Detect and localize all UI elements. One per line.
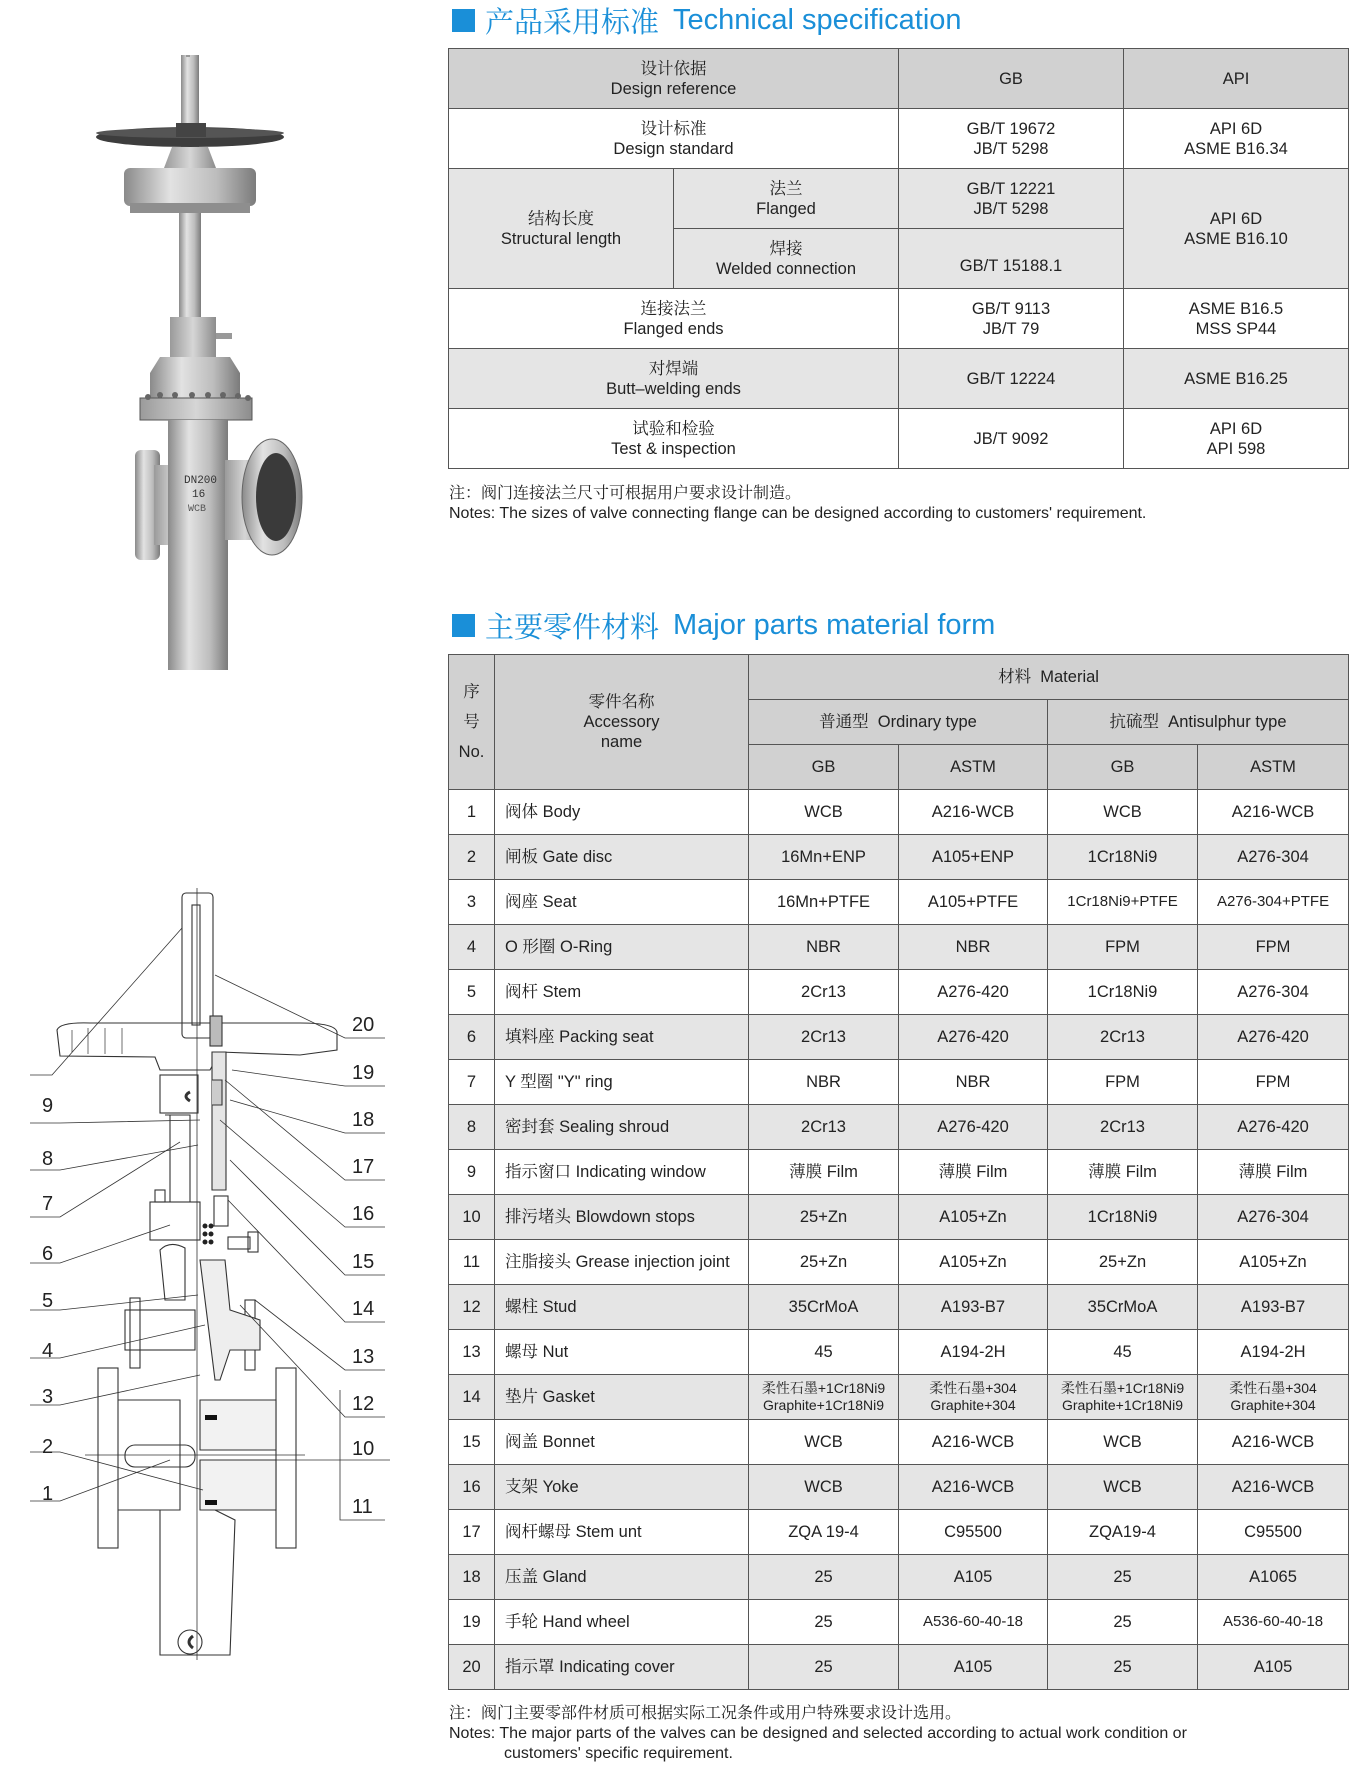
bonnet [150,357,240,400]
row-number: 8 [449,1105,495,1150]
material-ord-astm: A536-60-40-18 [899,1600,1048,1645]
row-label [449,289,899,349]
material-anti-astm: A536-60-40-18 [1198,1600,1349,1645]
marking-pressure: 16 [192,489,206,501]
material-ord-gb: 25 [749,1600,899,1645]
material-anti-gb: 25 [1048,1600,1198,1645]
row-number: 1 [449,790,495,835]
material-anti-astm: A276-304+PTFE [1198,880,1349,925]
row-number: 5 [449,970,495,1015]
row-number: 13 [449,1330,495,1375]
material-anti-gb: 2Cr13 [1048,1015,1198,1060]
api-header: API [1124,49,1349,109]
accessory-name: 闸板 Gate disc [495,835,749,880]
value-line: GB/T 12221 [966,179,1056,198]
label-en: Flanged [756,199,816,218]
material-anti-astm: A276-420 [1198,1015,1349,1060]
ordinary-type-header: 普通型 Ordinary type [749,700,1048,745]
header-cn: 设计依据 [640,59,707,78]
label-en: Structural length [500,229,622,248]
api-value [1124,409,1349,469]
accessory-name-header [495,655,749,790]
label-20: 20 [352,1014,375,1036]
row-number: 9 [449,1150,495,1195]
materials-note [449,1704,1187,1764]
value-line: JB/T 5298 [973,139,1049,158]
accessory-name: 指示罩 Indicating cover [495,1645,749,1690]
accessory-name: 填料座 Packing seat [495,1015,749,1060]
materials-row [449,790,1349,835]
material-anti-astm: A276-304 [1198,835,1349,880]
accessory-name: 手轮 Hand wheel [495,1600,749,1645]
accessory-name: 螺柱 Stud [495,1285,749,1330]
header-cn: 零件名称 [588,693,655,711]
label-9: 9 [42,1095,54,1117]
material-ord-gb: 25 [749,1645,899,1690]
note-cn: 注：阀门连接法兰尺寸可根据用户要求设计制造。 [449,485,802,502]
label-10: 10 [352,1438,375,1460]
gb-value [899,289,1124,349]
material-anti-astm: A276-304 [1198,970,1349,1015]
value-line: ASME B16.10 [1184,229,1288,248]
material-ord-astm: A105 [899,1645,1048,1690]
materials-row [449,1555,1349,1600]
label-17: 17 [352,1156,375,1178]
material-anti-gb: 25+Zn [1048,1240,1198,1285]
material-ord-astm: A276-420 [899,1105,1048,1150]
material-ord-gb: 16Mn+ENP [749,835,899,880]
material-ord-gb: 薄膜 Film [749,1150,899,1195]
material-anti-gb: 25 [1048,1555,1198,1600]
material-ord-astm [899,1375,1048,1420]
sub-label [674,169,899,229]
value-line: Graphite+304 [1230,1397,1316,1413]
spec-title-en: Technical specification [673,3,962,36]
label-13: 13 [352,1346,375,1368]
label-1: 1 [42,1483,54,1505]
material-anti-astm: A216-WCB [1198,1465,1349,1510]
row-number: 16 [449,1465,495,1510]
antisulphur-gb-header: GB [1048,745,1198,790]
materials-row [449,1645,1349,1690]
material-ord-astm: A216-WCB [899,790,1048,835]
label-en: Test & inspection [611,439,736,458]
api-value [1124,289,1349,349]
materials-title-cn: 主要零件材料 [485,611,660,644]
accessory-name: 阀杆 Stem [495,970,749,1015]
material-ord-gb: ZQA 19-4 [749,1510,899,1555]
header-en: name [600,733,643,751]
material-anti-astm: FPM [1198,925,1349,970]
row-number: 15 [449,1420,495,1465]
row-number: 17 [449,1510,495,1555]
material-ord-astm: A193-B7 [899,1285,1048,1330]
material-anti-astm: A1065 [1198,1555,1349,1600]
label-en: Design standard [613,139,734,158]
materials-row [449,1375,1349,1420]
antisulphur-astm-header: ASTM [1198,745,1349,790]
label-cn: 焊接 [769,239,803,258]
materials-row [449,1465,1349,1510]
spec-section-title [452,3,962,39]
label-2: 2 [42,1436,54,1458]
accessory-name: O 形圈 O-Ring [495,925,749,970]
label-7: 7 [42,1193,54,1215]
value-line: API 598 [1206,439,1266,458]
gb-value [899,109,1124,169]
gb-value: JB/T 9092 [899,409,1124,469]
material-anti-gb: FPM [1048,1060,1198,1105]
header-cn: 号 [463,713,480,731]
value-line: ASME B16.5 [1188,299,1284,318]
material-anti-gb: 1Cr18Ni9 [1048,970,1198,1015]
value-line: API 6D [1209,419,1263,438]
indicating-cover [182,893,213,1038]
material-anti-astm: A276-304 [1198,1195,1349,1240]
value-line: JB/T 5298 [973,199,1049,218]
header-en: Accessory [583,713,660,731]
material-ord-gb: WCB [749,790,899,835]
material-anti-gb: FPM [1048,925,1198,970]
label-cn: 设计标准 [640,119,707,138]
material-ord-astm: A105+Zn [899,1195,1048,1240]
row-number: 10 [449,1195,495,1240]
material-ord-gb: 2Cr13 [749,970,899,1015]
material-anti-astm: A193-B7 [1198,1285,1349,1330]
note-en: Notes: The sizes of valve connecting flange can be designed according to customers' requirement. [449,505,1147,522]
spec-header-row [449,49,1349,109]
label-en: Flanged ends [623,319,724,338]
value-line: MSS SP44 [1195,319,1277,338]
materials-row [449,1330,1349,1375]
row-number: 4 [449,925,495,970]
gb-value: GB/T 12224 [899,349,1124,409]
material-ord-gb: 2Cr13 [749,1015,899,1060]
material-anti-astm: A216-WCB [1198,1420,1349,1465]
row-number: 19 [449,1600,495,1645]
title-square-icon [452,9,475,32]
materials-row [449,970,1349,1015]
materials-table [448,654,1349,1690]
row-label [449,109,899,169]
material-ord-astm: NBR [899,1060,1048,1105]
value-line: API 6D [1209,209,1263,228]
value-line: Graphite+1Cr18Ni9 [1061,1397,1183,1413]
api-value [1124,169,1349,289]
accessory-name: 压盖 Gland [495,1555,749,1600]
material-anti-gb: WCB [1048,790,1198,835]
label-en: Welded connection [715,259,857,278]
row-number: 2 [449,835,495,880]
api-value [1124,109,1349,169]
materials-row [449,835,1349,880]
material-anti-astm: A105+Zn [1198,1240,1349,1285]
stem [179,213,201,318]
materials-body [449,790,1349,1690]
label-5: 5 [42,1290,54,1312]
value-line: GB/T 9113 [971,299,1051,318]
accessory-name: 注脂接头 Grease injection joint [495,1240,749,1285]
material-ord-gb: 16Mn+PTFE [749,880,899,925]
cross-section-diagram [0,880,420,1730]
accessory-name: 阀体 Body [495,790,749,835]
accessory-name: 支架 Yoke [495,1465,749,1510]
row-label [449,349,899,409]
material-ord-gb [749,1375,899,1420]
header-en: No. [458,743,485,761]
materials-row [449,1600,1349,1645]
sub-label [674,229,899,289]
value-line: GB/T 15188.1 [959,256,1063,275]
accessory-name: 排污堵头 Blowdown stops [495,1195,749,1240]
material-ord-astm: A105+ENP [899,835,1048,880]
label-8: 8 [42,1148,54,1170]
materials-row [449,1105,1349,1150]
spec-row-test-inspection [449,409,1349,469]
value-line: 柔性石墨+304 [1229,1380,1317,1396]
material-ord-astm: A216-WCB [899,1465,1048,1510]
gland-flange [150,1202,200,1240]
row-number: 7 [449,1060,495,1105]
accessory-name: 阀杆螺母 Stem unt [495,1510,749,1555]
material-anti-astm: FPM [1198,1060,1349,1105]
material-anti-gb: 薄膜 Film [1048,1150,1198,1195]
material-ord-gb: NBR [749,925,899,970]
label-en: Butt–welding ends [606,379,741,398]
antisulphur-type-header: 抗硫型 Antisulphur type [1048,700,1349,745]
header-cn: 序 [463,683,480,701]
material-anti-astm: C95500 [1198,1510,1349,1555]
material-anti-gb: ZQA19-4 [1048,1510,1198,1555]
material-ord-gb: 25 [749,1555,899,1600]
material-ord-astm: A105+Zn [899,1240,1048,1285]
label-18: 18 [352,1109,375,1131]
accessory-name: 螺母 Nut [495,1330,749,1375]
design-reference-header [449,49,899,109]
material-ord-gb: 35CrMoA [749,1285,899,1330]
label-4: 4 [42,1340,54,1362]
ordinary-astm-header: ASTM [899,745,1048,790]
label-11: 11 [352,1496,373,1518]
row-label [449,169,674,289]
materials-row [449,925,1349,970]
material-ord-gb: 45 [749,1330,899,1375]
material-ord-astm: A194-2H [899,1330,1048,1375]
material-anti-gb: WCB [1048,1465,1198,1510]
materials-row [449,1285,1349,1330]
accessory-name: 阀座 Seat [495,880,749,925]
material-ord-gb: 25+Zn [749,1195,899,1240]
marking-size: DN200 [184,475,218,487]
value-line: API 6D [1209,119,1263,138]
row-number: 3 [449,880,495,925]
valve-body [168,420,228,670]
material-header: 材料 Material [749,655,1349,700]
label-19: 19 [352,1062,375,1084]
material-anti-astm: 薄膜 Film [1198,1150,1349,1195]
material-ord-astm: A276-420 [899,1015,1048,1060]
material-anti-astm: A105 [1198,1645,1349,1690]
note-en: Notes: The major parts of the valves can be designed and selected according to actual work condition or [449,1725,1187,1742]
material-anti-astm [1198,1375,1349,1420]
materials-row [449,1195,1349,1240]
label-14: 14 [352,1298,375,1320]
accessory-name: 密封套 Sealing shroud [495,1105,749,1150]
materials-section-title [452,608,996,644]
material-anti-gb: 1Cr18Ni9+PTFE [1048,880,1198,925]
value-line: 柔性石墨+1Cr18Ni9 [1060,1380,1185,1396]
materials-row [449,1420,1349,1465]
accessory-name: 阀盖 Bonnet [495,1420,749,1465]
materials-row [449,1060,1349,1105]
no-header [449,655,495,790]
materials-row [449,1510,1349,1555]
spec-row-design-standard [449,109,1349,169]
materials-row [449,1015,1349,1060]
material-anti-gb [1048,1375,1198,1420]
label-12: 12 [352,1393,375,1415]
gb-value [899,169,1124,229]
spec-row-flanged-ends [449,289,1349,349]
material-ord-gb: WCB [749,1465,899,1510]
label-cn: 对焊端 [648,359,699,378]
value-line: GB/T 19672 [966,119,1056,138]
technical-spec-table [448,48,1349,469]
material-anti-gb: 1Cr18Ni9 [1048,835,1198,880]
row-number: 18 [449,1555,495,1600]
material-ord-astm: C95500 [899,1510,1048,1555]
api-value: ASME B16.25 [1124,349,1349,409]
row-number: 20 [449,1645,495,1690]
value-line: Graphite+304 [930,1397,1016,1413]
yoke [170,317,216,357]
label-15: 15 [352,1251,375,1273]
spec-row-butt-welding [449,349,1349,409]
material-ord-astm: NBR [899,925,1048,970]
value-line: 柔性石墨+1Cr18Ni9 [761,1380,886,1396]
right-flange-section [276,1368,296,1548]
spec-row-structural-flanged [449,169,1349,229]
label-cn: 连接法兰 [640,299,707,318]
material-anti-gb: 1Cr18Ni9 [1048,1195,1198,1240]
row-number: 14 [449,1375,495,1420]
ordinary-gb-header: GB [749,745,899,790]
label-cn: 试验和检验 [632,419,715,438]
material-ord-astm: 薄膜 Film [899,1150,1048,1195]
material-anti-gb: WCB [1048,1420,1198,1465]
label-6: 6 [42,1243,54,1265]
value-line: ASME B16.34 [1184,139,1288,158]
material-anti-gb: 2Cr13 [1048,1105,1198,1150]
material-ord-gb: 25+Zn [749,1240,899,1285]
accessory-name: 垫片 Gasket [495,1375,749,1420]
header-en: Design reference [610,79,737,98]
label-cn: 法兰 [769,179,803,198]
material-anti-astm: A216-WCB [1198,790,1349,835]
accessory-name: Y 型圈 "Y" ring [495,1060,749,1105]
label-cn: 结构长度 [528,209,594,228]
label-16: 16 [352,1203,375,1225]
material-ord-astm: A105+PTFE [899,880,1048,925]
note-cn: 注：阀门主要零部件材质可根据实际工况条件或用户特殊要求设计选用。 [449,1705,962,1722]
marking-material: WCB [188,504,207,515]
gearbox [124,168,256,206]
row-number: 11 [449,1240,495,1285]
value-line: 柔性石墨+304 [929,1380,1017,1396]
materials-header-row-1 [449,655,1349,700]
material-ord-gb: 2Cr13 [749,1105,899,1150]
row-number: 6 [449,1015,495,1060]
material-anti-gb: 45 [1048,1330,1198,1375]
value-line: Graphite+1Cr18Ni9 [762,1397,884,1413]
materials-row [449,880,1349,925]
spec-note [449,484,1146,524]
row-label [449,409,899,469]
accessory-name: 指示窗口 Indicating window [495,1150,749,1195]
row-number: 12 [449,1285,495,1330]
valve-photo [80,55,420,735]
materials-row [449,1240,1349,1285]
gb-header: GB [899,49,1124,109]
material-ord-astm: A105 [899,1555,1048,1600]
materials-row [449,1150,1349,1195]
material-anti-astm: A276-420 [1198,1105,1349,1150]
material-ord-astm: A216-WCB [899,1420,1048,1465]
material-anti-gb: 35CrMoA [1048,1285,1198,1330]
gb-value [899,229,1124,289]
material-anti-gb: 25 [1048,1645,1198,1690]
materials-title-en: Major parts material form [673,608,996,641]
material-ord-gb: NBR [749,1060,899,1105]
note-en-cont: customers' specific requirement. [504,1745,733,1762]
material-anti-astm: A194-2H [1198,1330,1349,1375]
title-square-icon [452,614,475,637]
label-3: 3 [42,1386,54,1408]
material-ord-astm: A276-420 [899,970,1048,1015]
material-ord-gb: WCB [749,1420,899,1465]
spec-title-cn: 产品采用标准 [485,6,660,39]
value-line: JB/T 79 [982,319,1040,338]
